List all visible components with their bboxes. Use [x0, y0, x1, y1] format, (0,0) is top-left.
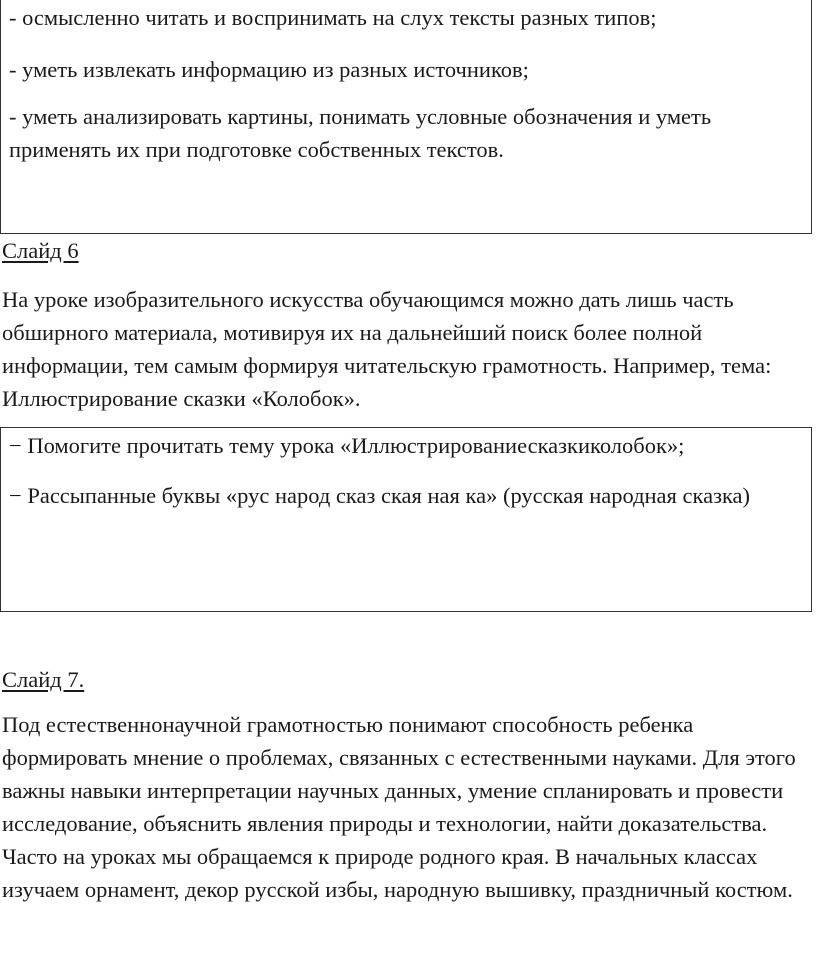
slide-7-heading: Слайд 7.	[2, 667, 85, 692]
skills-box	[0, 0, 812, 234]
skill-item-analysis: - уметь анализировать картины, понимать условные обозначения и уметь применять их при подготовке собственных текстов.	[9, 104, 712, 162]
task-box	[0, 427, 812, 612]
skill-item-reading: - осмысленно читать и воспринимать на слух тексты разных типов;	[9, 5, 657, 30]
slide-6-paragraph: На уроке изобразительного искусства обучающимся можно дать лишь часть обширного материала, мотивируя их на дальнейший поиск более полной информации, тем самым формируя читательскую грамотность. Например, тема: Иллюстрирование сказки «Колобок».	[2, 287, 772, 411]
task-item-scattered-letters: − Рассыпанные буквы «рус народ сказ ская ная ка» (русская народная сказка)	[9, 483, 751, 508]
skill-item-sources: - уметь извлекать информацию из разных источников;	[9, 57, 529, 82]
slide-6-heading: Слайд 6	[2, 238, 79, 263]
slide-7-paragraph: Под естественнонаучной грамотностью понимают способность ребенка формировать мнение о проблемах, связанных с естественными науками. Для этого важны навыки интерпретации научных данных, умение спланировать и провести исследование, объяснить явления природы и технологии, найти доказательства. Часто на уроках мы обращаемся к природе родного края. В начальных классах изучаем орнамент, декор русской избы, народную вышивку, праздничный костюм.	[2, 712, 796, 902]
task-item-read-topic: − Помогите прочитать тему урока «Иллюстрированиесказкиколобок»;	[9, 433, 685, 458]
